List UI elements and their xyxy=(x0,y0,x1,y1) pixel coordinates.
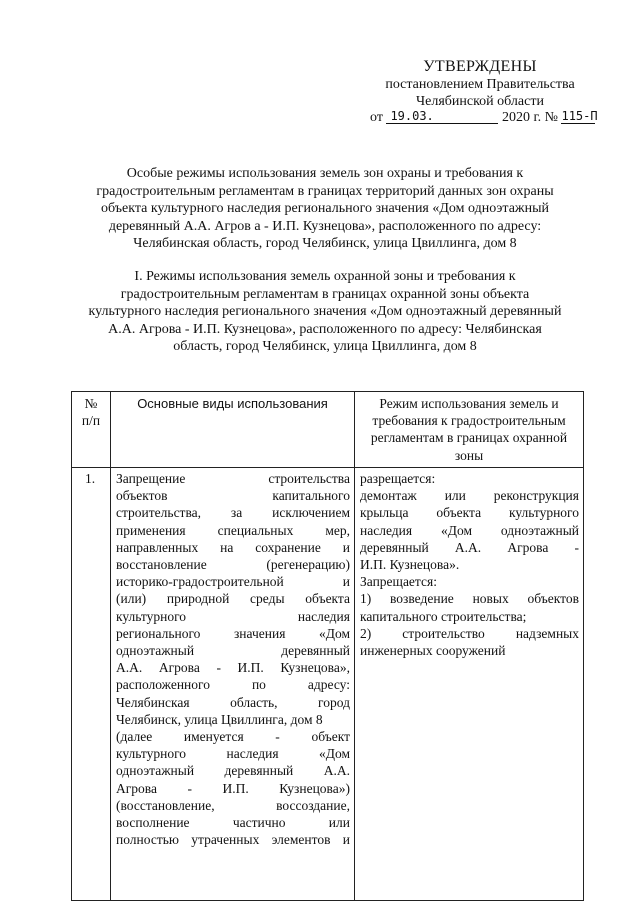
section-line: градостроительным регламентам в границах охранной зоны объекта xyxy=(120,286,530,302)
cell-line: культурного наследия «Дом xyxy=(116,746,350,762)
cell-line: деревянный А.А. Агрова - xyxy=(360,539,579,555)
section-line: I. Режимы использования земель охранной зоны и требования к xyxy=(134,269,516,284)
cell-line: Агрова - И.П. Кузнецова») xyxy=(116,780,350,796)
document-number: 115-П xyxy=(561,109,598,123)
cell-line: Запрещение строительства xyxy=(116,471,350,486)
cell-line: наследия «Дом одноэтажный xyxy=(360,522,579,538)
section-line: культурного наследия регионального значения «Дом одноэтажный деревянный xyxy=(88,304,562,320)
title-line: объекта культурного наследия регионального значения «Дом одноэтажный xyxy=(101,201,549,217)
cell-line: капитального строительства; xyxy=(360,608,527,624)
cell-line: (далее именуется - объект xyxy=(116,729,350,745)
regime-cell xyxy=(355,468,584,901)
cell-line: Челябинская область, город xyxy=(116,694,350,710)
approval-stamp xyxy=(355,58,605,110)
date-prefix: от xyxy=(370,110,383,125)
approval-line-1: постановлением Правительства xyxy=(385,77,575,92)
date-value: 19.03. xyxy=(386,110,498,124)
cell-line: Запрещается: xyxy=(360,574,437,590)
cell-line: (или) природной среды объекта xyxy=(116,591,350,607)
cell-line: объектов капитального xyxy=(116,488,350,504)
approval-heading: УТВЕРЖДЕНЫ xyxy=(423,58,537,75)
cell-line: направленных на сохранение и xyxy=(116,539,350,555)
row-number: 1. xyxy=(85,471,96,486)
section-line: А.А. Агрова - И.П. Кузнецова», расположенного по адресу: Челябинская xyxy=(108,321,542,337)
approval-line-2: Челябинской области xyxy=(416,94,544,109)
year-text: 2020 г. № xyxy=(501,110,558,125)
cell-line: А.А. Агрова - И.П. Кузнецова», xyxy=(116,660,350,676)
cell-line: расположенного по адресу: xyxy=(116,677,350,693)
cell-line: (восстановление, воссоздание, xyxy=(116,797,350,813)
uses-cell xyxy=(111,468,355,901)
cell-line: регионального значения «Дом xyxy=(116,625,350,641)
table-row xyxy=(72,468,584,901)
cell-line: историко-градостроительной и xyxy=(116,574,350,590)
cell-line: одноэтажный деревянный А.А. xyxy=(116,763,350,779)
cell-line: И.П. Кузнецова». xyxy=(360,557,460,573)
title-line: Особые режимы использования земель зон охраны и требования к xyxy=(126,166,524,181)
regime-table xyxy=(71,391,584,901)
cell-line: 1) возведение новых объектов xyxy=(360,591,579,607)
row-number-cell xyxy=(72,468,111,901)
cell-line: 2) строительство надземных xyxy=(360,625,579,641)
cell-line: инженерных сооружений xyxy=(360,643,506,659)
title-line: Челябинская область, город Челябинск, улица Цвиллинга, дом 8 xyxy=(133,236,517,252)
cell-line: одноэтажный деревянный xyxy=(116,643,350,659)
header-uses: Основные виды использования xyxy=(111,392,355,468)
cell-line: разрещается: xyxy=(360,471,436,486)
cell-line: Челябинск, улица Цвиллинга, дом 8 xyxy=(116,711,323,727)
cell-line: строительства, за исключением xyxy=(116,505,350,521)
header-regime: Режим использования земель и требования к градостроительным регламентам в границах охранной зоны xyxy=(355,392,584,468)
cell-line: демонтаж или реконструкция xyxy=(360,488,579,504)
cell-line: крыльца объекта культурного xyxy=(360,505,579,521)
header-number: № п/п xyxy=(72,392,111,468)
approval-date-row xyxy=(370,110,610,126)
title-line: деревянный А.А. Агров а - И.П. Кузнецова», расположенного по адресу: xyxy=(108,218,542,234)
cell-line: применения специальных мер, xyxy=(116,522,350,538)
section-line: область, город Челябинск, улица Цвиллинга, дом 8 xyxy=(173,339,477,355)
regime-text xyxy=(355,468,583,659)
section-heading xyxy=(70,268,580,356)
uses-text xyxy=(111,468,354,848)
table-header-row xyxy=(72,392,584,468)
title-line: градостроительным регламентам в границах территорий данных зон охраны xyxy=(96,183,554,199)
cell-line: полностью утраченных элементов и xyxy=(116,832,350,848)
cell-line: культурного наследия xyxy=(116,608,350,624)
document-title xyxy=(95,165,555,253)
cell-line: восполнение частично или xyxy=(116,815,350,831)
cell-line: восстановление (регенерацию) xyxy=(116,557,350,573)
